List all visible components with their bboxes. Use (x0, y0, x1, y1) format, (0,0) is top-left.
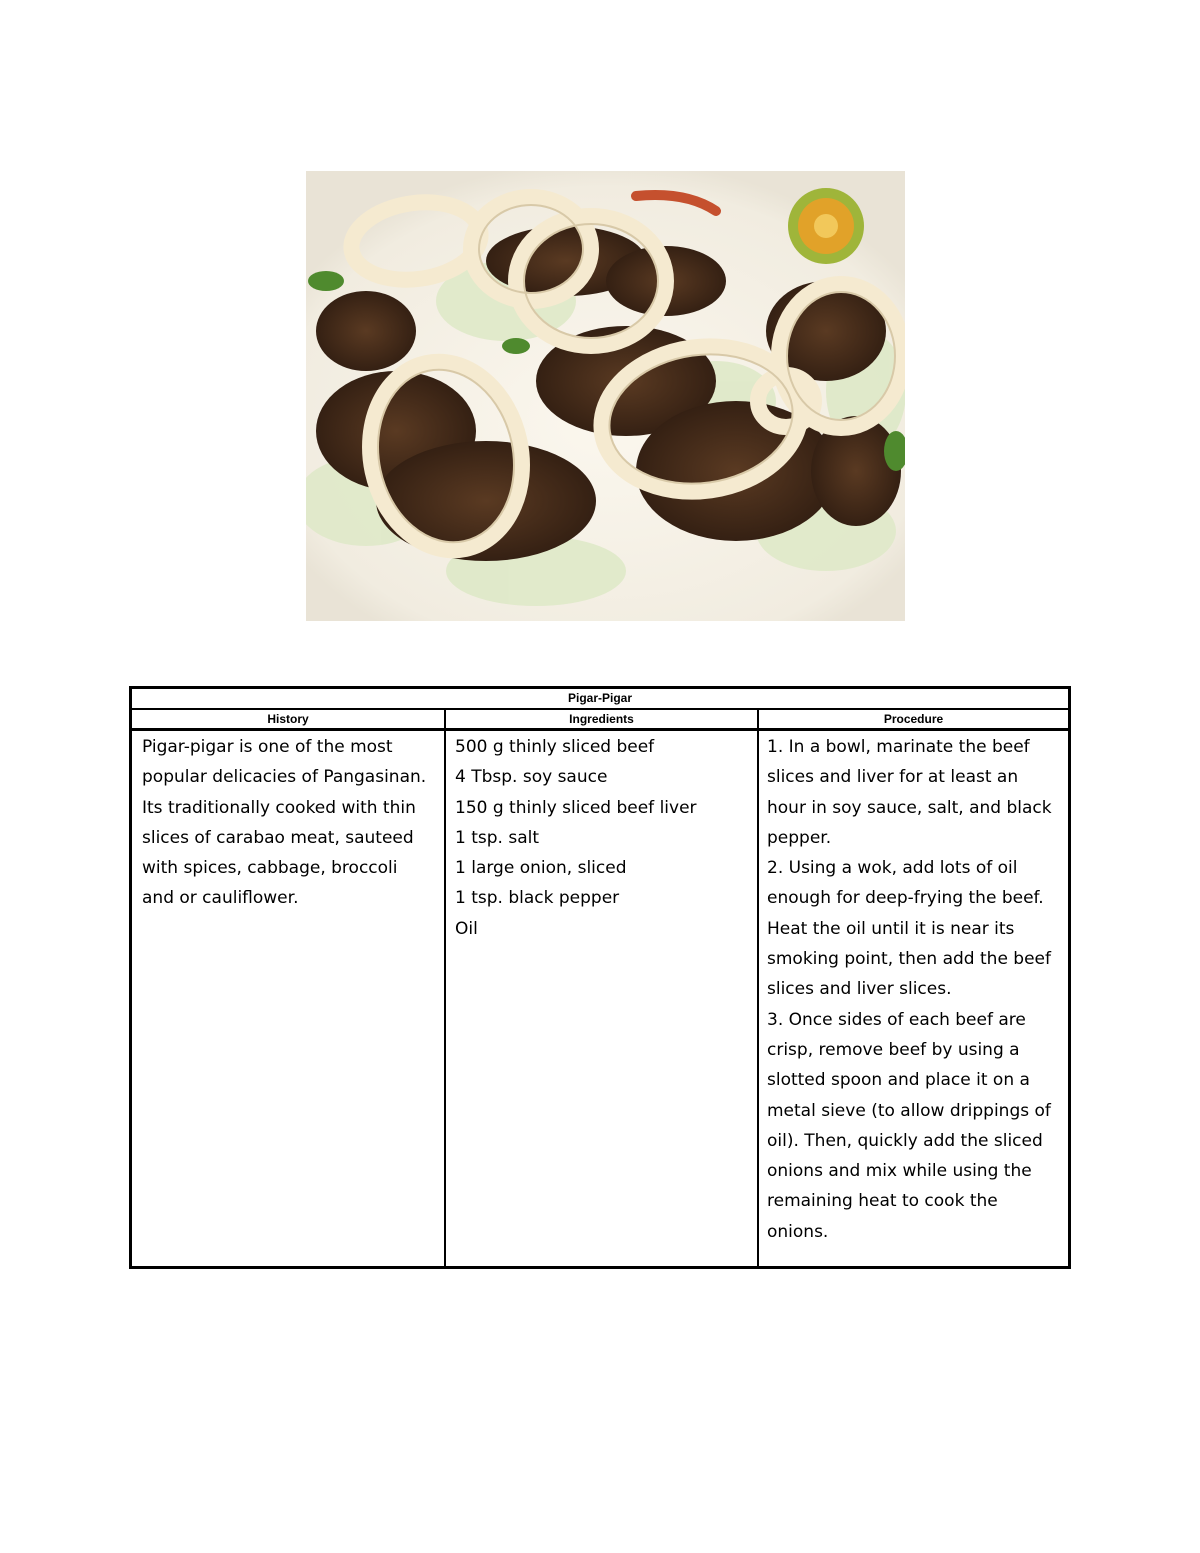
history-line: with spices, cabbage, broccoli (142, 858, 398, 879)
procedure-line: 2. Using a wok, add lots of oil (767, 858, 1018, 879)
column-divider (444, 708, 446, 1266)
header-ingredients: Ingredients (569, 712, 634, 726)
header-procedure: Procedure (883, 712, 944, 726)
header-history: History (267, 712, 309, 726)
procedure-line: slices and liver for at least an (767, 767, 1019, 788)
procedure-cell (767, 730, 1067, 1266)
procedure-line: remaining heat to cook the (767, 1191, 998, 1212)
history-line: popular delicacies of Pangasinan. (142, 767, 427, 788)
ingredient-item: 4 Tbsp. soy sauce (455, 767, 608, 788)
ingredients-cell (455, 730, 755, 1266)
table-title: Pigar-Pigar (132, 689, 1068, 710)
ingredient-item: Oil (455, 918, 478, 939)
ingredient-item: 500 g thinly sliced beef (455, 737, 655, 757)
procedure-line: slotted spoon and place it on a (767, 1070, 1030, 1091)
procedure-line: oil). Then, quickly add the sliced (767, 1130, 1043, 1151)
procedure-line: metal sieve (to allow drippings of (767, 1100, 1051, 1121)
procedure-line: onions. (767, 1221, 829, 1242)
procedure-line: Heat the oil until it is near its (767, 918, 1015, 939)
ingredient-item: 1 tsp. black pepper (455, 888, 620, 909)
procedure-line: pepper. (767, 827, 832, 848)
ingredient-item: 1 large onion, sliced (455, 858, 627, 879)
procedure-line: crisp, remove beef by using a (767, 1039, 1020, 1060)
recipe-table (129, 686, 1071, 1269)
table-header-row (132, 708, 1068, 731)
history-line: Pigar-pigar is one of the most (142, 737, 393, 757)
procedure-line: 3. Once sides of each beef are (767, 1009, 1026, 1030)
procedure-line: 1. In a bowl, marinate the beef (767, 737, 1030, 757)
dish-photo (306, 171, 905, 621)
procedure-line: smoking point, then add the beef (767, 949, 1051, 970)
procedure-line: slices and liver slices. (767, 979, 952, 1000)
ingredient-item: 1 tsp. salt (455, 827, 540, 848)
history-line: and or cauliflower. (142, 888, 299, 909)
history-cell (142, 730, 442, 1266)
procedure-line: hour in soy sauce, salt, and black (767, 797, 1052, 818)
history-line: slices of carabao meat, sauteed (142, 827, 414, 848)
history-line: Its traditionally cooked with thin (142, 797, 416, 818)
procedure-line: onions and mix while using the (767, 1161, 1032, 1182)
ingredient-item: 150 g thinly sliced beef liver (455, 797, 697, 818)
procedure-line: enough for deep-frying the beef. (767, 888, 1044, 909)
column-divider (757, 708, 759, 1266)
